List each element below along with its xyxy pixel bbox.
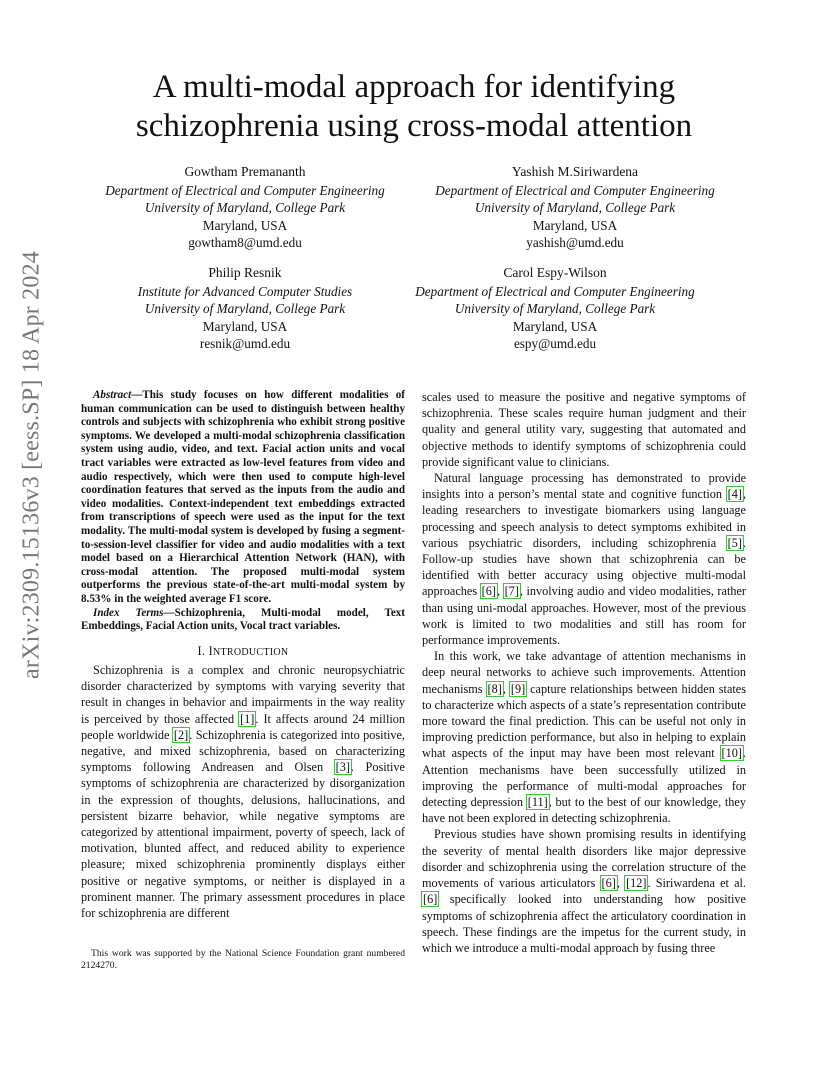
author-name: Carol Espy-Wilson bbox=[503, 265, 607, 280]
author-block-1 bbox=[95, 163, 395, 251]
abstract bbox=[81, 389, 405, 607]
author-location: Maryland, USA bbox=[202, 217, 288, 233]
intro-paragraph-4: Previous studies have shown promising results in identifying the severity of mental health disorders like major depressive disorder and schizophrenia using the correlation structure of the movements of various articulators [6], [12]. Siriwardena et al. [6] specifically looked into understanding how positive symptoms of schizophrenia affect the articulatory coordination in speech. These findings are the impetus for the current study, in which we introduce a multi-modal approach by fusing three bbox=[422, 827, 746, 955]
right-column bbox=[422, 389, 746, 956]
title-line-1: A multi-modal approach for identifying bbox=[152, 69, 676, 105]
author-email: resnik@umd.edu bbox=[199, 335, 291, 351]
author-univ: University of Maryland, College Park bbox=[144, 200, 346, 216]
index-terms-text: —Schizophrenia, Multi-modal model, Text Embeddings, Facial Action units, Vocal tract variables. bbox=[81, 606, 406, 633]
author-email: gowtham8@umd.edu bbox=[188, 234, 302, 250]
index-terms-label: Index Terms bbox=[93, 606, 164, 619]
citation-link[interactable]: [5] bbox=[727, 535, 742, 550]
author-block-2 bbox=[420, 163, 730, 251]
citation-link[interactable]: [6] bbox=[481, 584, 496, 599]
author-dept: Department of Electrical and Computer Engineering bbox=[435, 183, 715, 199]
arxiv-stamp: arXiv:2309.15136v3 [eess.SP] 18 Apr 2024 bbox=[18, 251, 45, 679]
intro-paragraph-continued: scales used to measure the positive and negative symptoms of schizophrenia. These scales require human judgment and their quality and general utility vary, suggesting that automated and objective methods to identify symptoms of schizophrenia could provide significant value to clinicians. bbox=[422, 390, 746, 469]
author-block-4 bbox=[400, 264, 710, 352]
author-location: Maryland, USA bbox=[532, 217, 618, 233]
citation-link[interactable]: [4] bbox=[727, 487, 742, 502]
author-location: Maryland, USA bbox=[512, 318, 598, 334]
author-block-3 bbox=[95, 264, 395, 352]
section-heading: I. INTRODUCTION bbox=[197, 643, 289, 658]
abstract-label: Abstract bbox=[93, 389, 132, 401]
abstract-text: —This study focuses on how different modalities of human communication can be used to distinguish between healthy controls and subjects with schizophrenia who exhibit strong positive symptoms. We developed a multi-modal schizophrenia classification system using audio, video, and text. Facial action units and vocal tract variables were extracted as low-level features from video and audio respectively, which were then used to compute high-level coordination features that served as the inputs from the audio and video modalities. Context-independent text embeddings extracted from transcriptions of speech were used as the input for the text modality. The multi-modal system is developed by fusing a segment-to-session-level classifier for video and audio modalities with a text model based on a Hierarchical Attention Network (HAN), with cross-modal attention. The proposed multi-modal system outperforms the previous state-of-the-art multi-modal system by 8.53% in the weighted average F1 score. bbox=[81, 389, 405, 605]
title-line-2: schizophrenia using cross-modal attention bbox=[135, 108, 693, 144]
author-email: espy@umd.edu bbox=[513, 335, 597, 351]
author-dept: Department of Electrical and Computer Engineering bbox=[415, 284, 695, 300]
intro-paragraph-2: Natural language processing has demonstrated to provide insights into a person’s mental state and cognitive function [4], leading researchers to investigate biomarkers using language processing and speech analysis to detect symptoms exhibited in various psychiatric disorders, including schizophrenia [5]. Follow-up studies have shown that schizophrenia can be identified with better accuracy using objective multi-modal approaches [6], [7], involving audio and video modalities, rather than using uni-modal approaches. However, most of the previous work is limited to two modalities and still has room for performance improvements. bbox=[422, 471, 746, 648]
author-dept: Department of Electrical and Computer Engineering bbox=[105, 183, 385, 199]
footnote: This work was supported by the National Science Foundation grant numbered 2124270. bbox=[81, 948, 405, 971]
citation-link[interactable]: [8] bbox=[487, 681, 502, 696]
citation-link[interactable]: [6] bbox=[601, 876, 616, 891]
citation-link[interactable]: [6] bbox=[423, 892, 438, 907]
left-column bbox=[81, 389, 405, 921]
author-name: Philip Resnik bbox=[208, 265, 282, 280]
author-univ: University of Maryland, College Park bbox=[144, 301, 346, 317]
citation-link[interactable]: [10] bbox=[721, 746, 742, 761]
author-name: Yashish M.Siriwardena bbox=[511, 164, 639, 179]
intro-paragraph-3: In this work, we take advantage of attention mechanisms in deep neural networks to achieve such improvements. Attention mechanisms [8], [9] capture relationships between hidden states to characterize which aspects of a state’s representation contribute more toward the final prediction. This can be useful not only in improving prediction performance, but also in helping to explain what aspects of the input may have been most relevant [10]. Attention mechanisms have been successfully utilized in improving the performance of multi-modal approaches for detecting depression [11], but to the best of our knowledge, they have not been explored in detecting schizophrenia. bbox=[422, 649, 747, 826]
paper-title bbox=[60, 68, 768, 146]
author-univ: University of Maryland, College Park bbox=[454, 301, 656, 317]
citation-link[interactable]: [2] bbox=[173, 727, 189, 742]
citation-link[interactable]: [12] bbox=[626, 876, 647, 891]
index-terms bbox=[81, 607, 405, 634]
intro-paragraph-1: Schizophrenia is a complex and chronic neuropsychiatric disorder characterized by symptoms with varying severity that result in changes in behavior and impairments in the way reality is perceived by those affected [1]. It affects around 24 million people worldwide [2]. Schizophrenia is categorized into positive, negative, and mixed schizophrenia, based on characterizing symptoms following Andreasen and Olsen [3]. Positive symptoms of schizophrenia are characterized by disorganization in the expression of thoughts, delusions, hallucinations, and persistent bizarre behavior, while negative symptoms are categorized by attentional impairment, poverty of speech, lack of motivation, blunted affect, and reduced ability to experience pleasure; mixed schizophrenia prominently displays either positive or negative symptoms, or neither is displayed in a prominent manner. The primary assessment procedures in place for schizophrenia are different bbox=[81, 662, 405, 920]
citation-link[interactable]: [7] bbox=[504, 584, 519, 599]
citation-link[interactable]: [9] bbox=[510, 681, 526, 696]
author-name: Gowtham Premananth bbox=[184, 164, 306, 179]
citation-link[interactable]: [3] bbox=[335, 760, 350, 775]
author-univ: University of Maryland, College Park bbox=[474, 200, 676, 216]
author-location: Maryland, USA bbox=[202, 318, 288, 334]
author-dept: Institute for Advanced Computer Studies bbox=[137, 284, 353, 300]
citation-link[interactable]: [11] bbox=[527, 795, 548, 810]
citation-link[interactable]: [1] bbox=[240, 711, 255, 726]
author-email: yashish@umd.edu bbox=[526, 234, 624, 250]
